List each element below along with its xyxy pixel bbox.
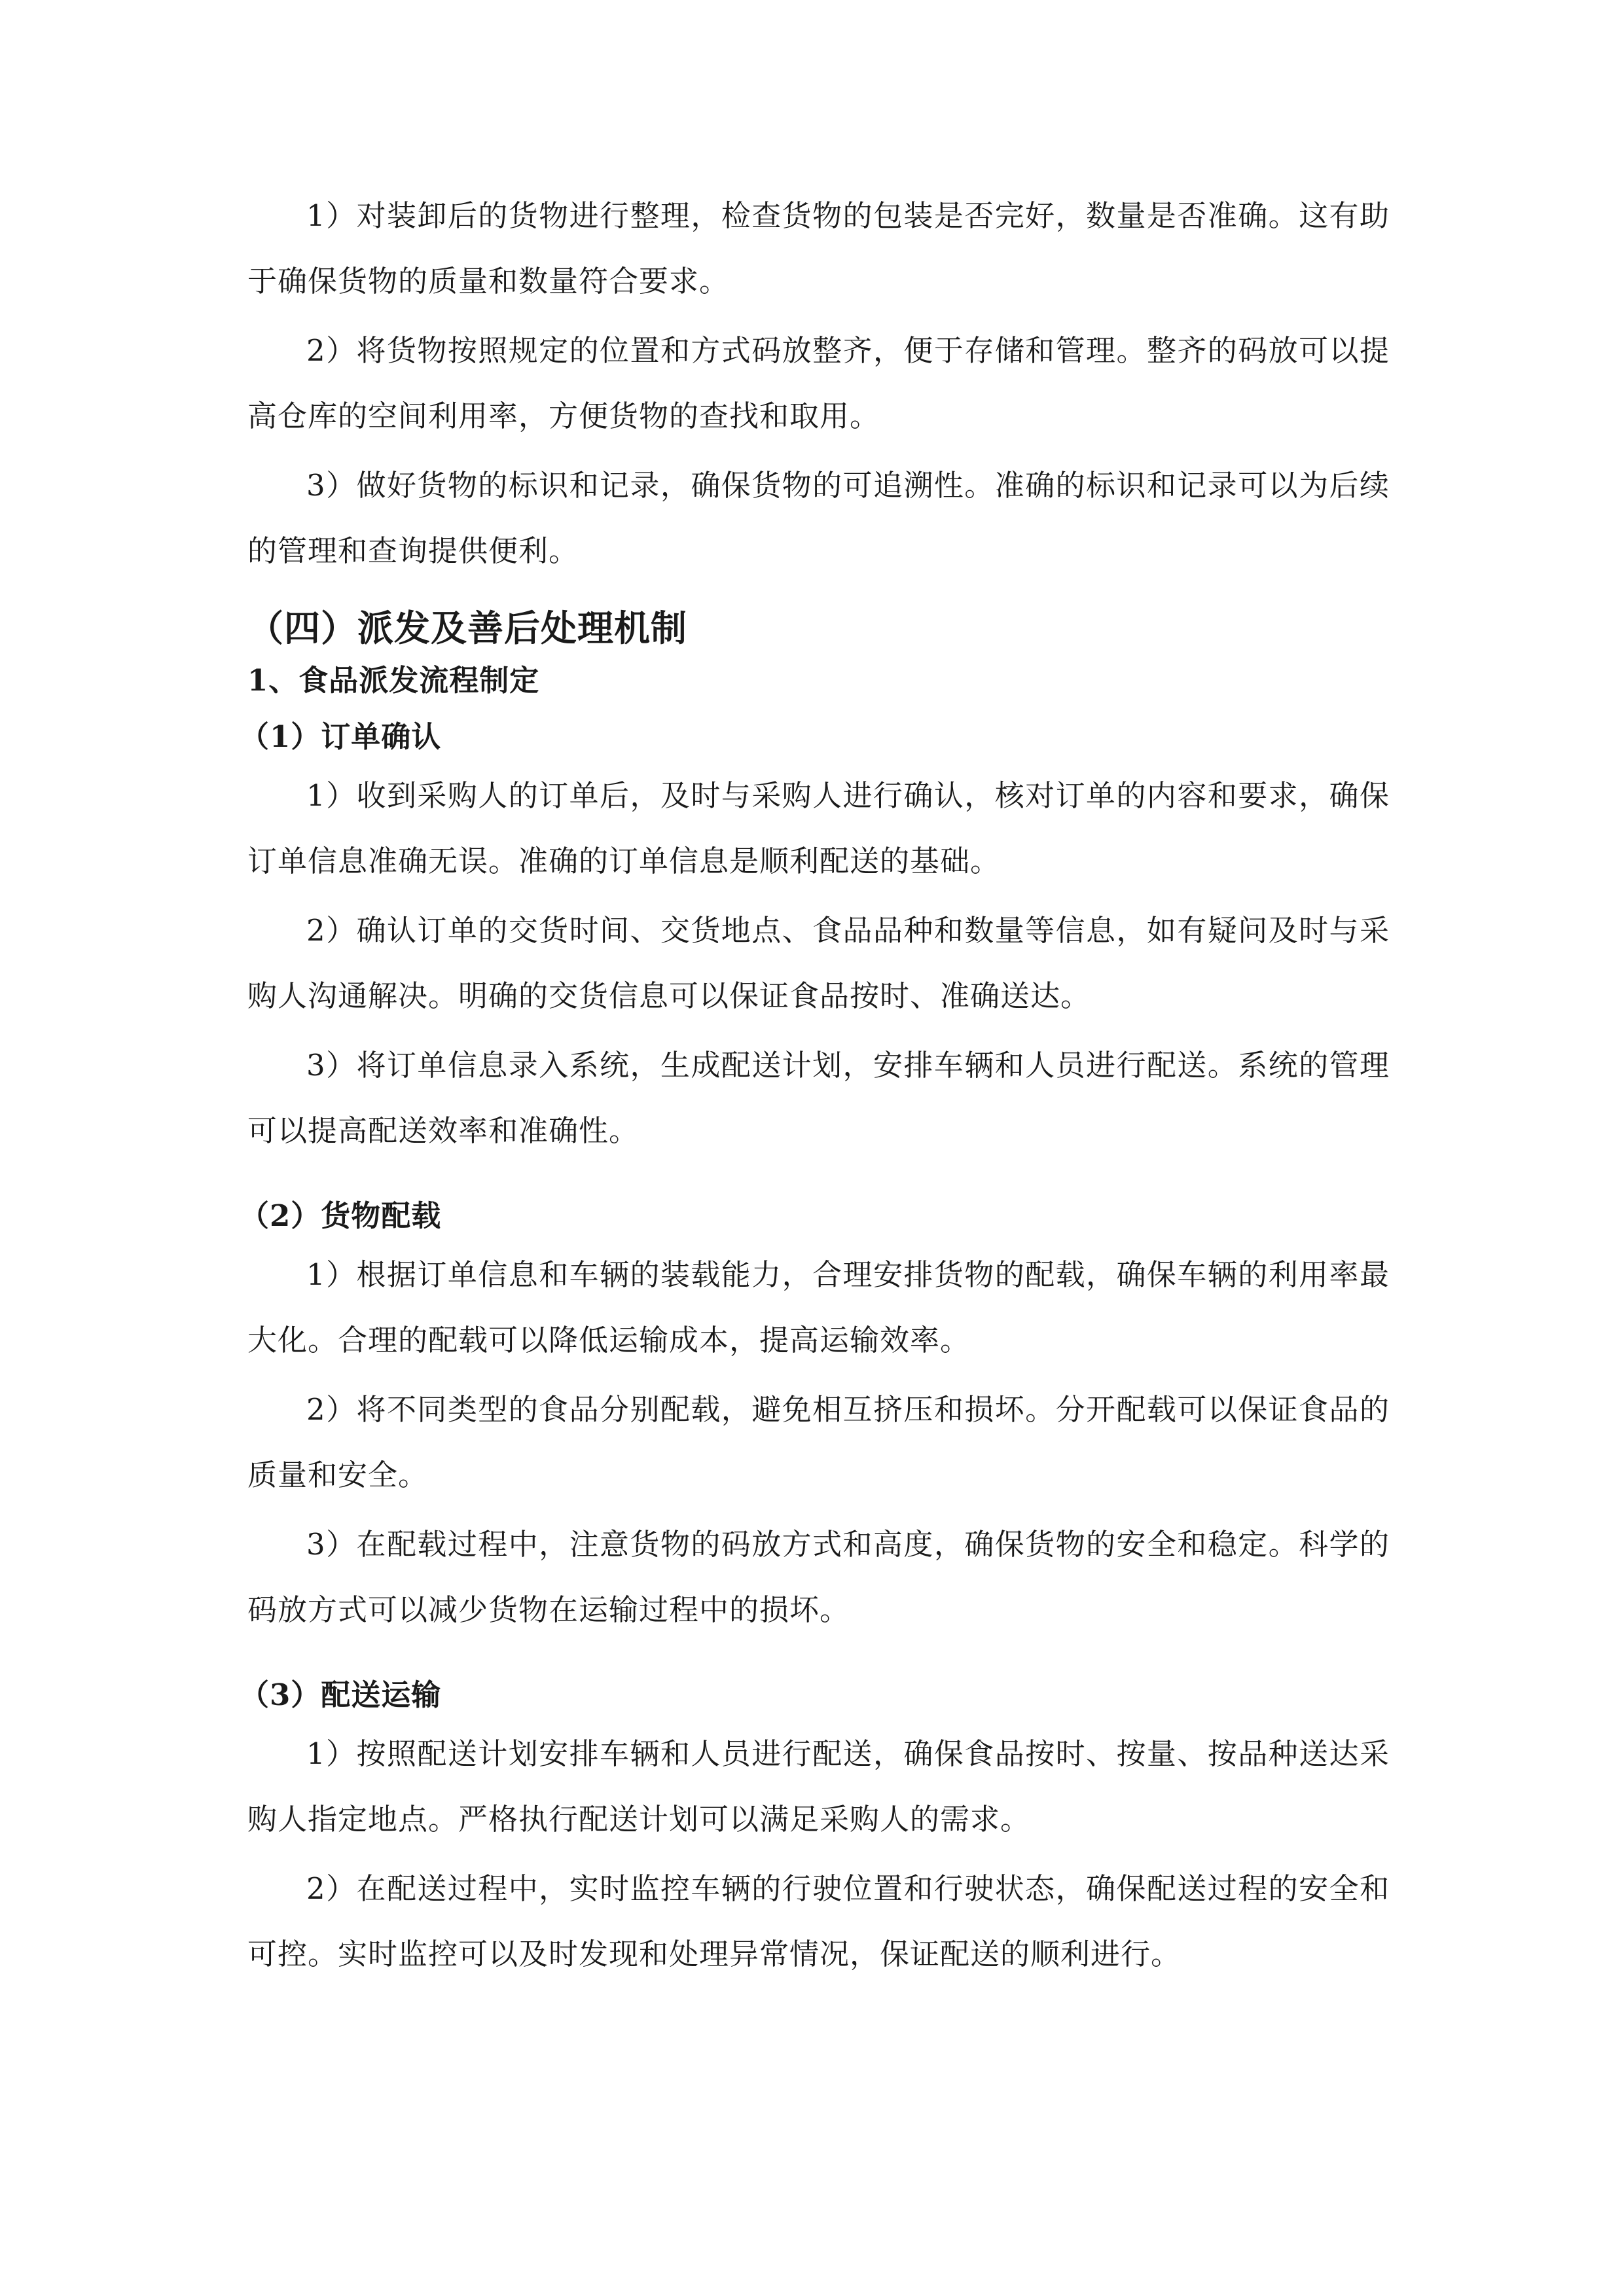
order-confirm-heading: （1）订单确认 <box>240 719 442 754</box>
delivery-item-1: 1）按照配送计划安排车辆和人员进行配送，确保食品按时、按量、按品种送达采购人指定地点。严格执行配送计划可以满足采购人的需求。 <box>247 1736 1390 1837</box>
order-confirm-item-3: 3）将订单信息录入系统，生成配送计划，安排车辆和人员进行配送。系统的管理可以提高配送效率和准确性。 <box>247 1048 1390 1148</box>
intro-paragraph-3: 3）做好货物的标识和记录，确保货物的可追溯性。准确的标识和记录可以为后续的管理和查询提供便利。 <box>247 468 1390 568</box>
delivery-item-2: 2）在配送过程中，实时监控车辆的行驶位置和行驶状态，确保配送过程的安全和可控。实时监控可以及时发现和处理异常情况，保证配送的顺利进行。 <box>247 1871 1390 1971</box>
document-body <box>240 183 1390 1987</box>
delivery-heading: （3）配送运输 <box>240 1677 442 1712</box>
cargo-loading-item-3: 3）在配载过程中，注意货物的码放方式和高度，确保货物的安全和稳定。科学的码放方式可以减少货物在运输过程中的损坏。 <box>247 1527 1390 1627</box>
order-confirm-item-1: 1）收到采购人的订单后，及时与采购人进行确认，核对订单的内容和要求，确保订单信息准确无误。准确的订单信息是顺利配送的基础。 <box>247 778 1390 878</box>
intro-paragraph-2: 2）将货物按照规定的位置和方式码放整齐，便于存储和管理。整齐的码放可以提高仓库的空间利用率，方便货物的查找和取用。 <box>247 333 1390 433</box>
cargo-loading-item-2: 2）将不同类型的食品分别配载，避免相互挤压和损坏。分开配载可以保证食品的质量和安全。 <box>247 1392 1390 1492</box>
section-title: （四）派发及善后处理机制 <box>247 607 688 649</box>
cargo-loading-item-1: 1）根据订单信息和车辆的装载能力，合理安排货物的配载，确保车辆的利用率最大化。合理的配载可以降低运输成本，提高运输效率。 <box>247 1257 1390 1357</box>
subsection-title: 1、食品派发流程制定 <box>247 663 540 698</box>
cargo-loading-heading: （2）货物配载 <box>240 1198 442 1233</box>
order-confirm-item-2: 2）确认订单的交货时间、交货地点、食品品种和数量等信息，如有疑问及时与采购人沟通解决。明确的交货信息可以保证食品按时、准确送达。 <box>247 913 1390 1013</box>
intro-paragraph-1: 1）对装卸后的货物进行整理，检查货物的包装是否完好，数量是否准确。这有助于确保货物的质量和数量符合要求。 <box>247 198 1390 298</box>
